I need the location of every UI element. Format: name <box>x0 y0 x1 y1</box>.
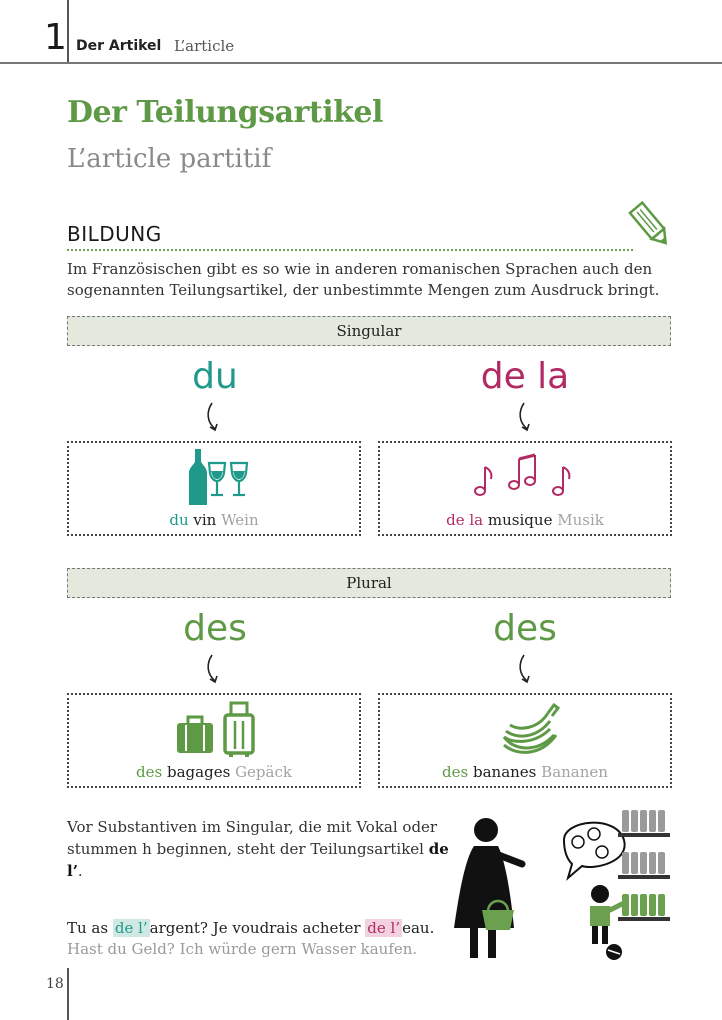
example-box-du <box>67 441 361 536</box>
article-des: des <box>493 608 557 649</box>
highlight-de-l: de l’ <box>114 919 148 937</box>
intro-text <box>67 259 667 301</box>
example-gloss: Bananen <box>541 763 608 781</box>
example-caption <box>378 763 672 781</box>
intro-line: sogenannten Teilungsartikel, der unbestimmte Mengen zum Ausdruck bringt. <box>67 281 660 299</box>
example-caption <box>67 763 361 781</box>
arrow-down-icon <box>515 400 539 434</box>
plural-band: Plural <box>67 568 671 598</box>
highlight-de-l: de l’ <box>367 919 401 937</box>
example-noun: bagages <box>167 763 231 781</box>
example-article: de la <box>446 511 484 529</box>
footer-divider <box>67 968 69 1020</box>
header-rule <box>0 62 722 64</box>
example-gloss: Gepäck <box>235 763 292 781</box>
example-box-des-bananes <box>378 693 672 788</box>
page-subtitle: L’article partitif <box>67 144 272 174</box>
example-fr-part: Tu as <box>67 919 113 937</box>
example-noun: musique <box>487 511 553 529</box>
arrow-down-icon <box>203 400 227 434</box>
page-number: 18 <box>46 976 64 992</box>
section-heading: BILDUNG <box>67 222 162 246</box>
luggage-icon <box>173 701 263 759</box>
arrow-down-icon <box>203 652 227 686</box>
example-noun: vin <box>193 511 217 529</box>
example-box-de-la <box>378 441 672 536</box>
article-du: du <box>192 356 238 397</box>
chapter-title: Der Artikel <box>76 38 162 54</box>
music-notes-icon <box>470 453 580 503</box>
pencil-icon <box>628 198 674 250</box>
example-article: des <box>136 763 163 781</box>
note-text-part: . <box>77 862 83 880</box>
intro-line: Im Französischen gibt es so wie in anderen romanischen Sprachen auch den <box>67 260 653 278</box>
arrow-down-icon <box>515 652 539 686</box>
note-text-part: stummen h beginnen, steht der Teilungsartikel <box>67 840 429 858</box>
example-gloss: Musik <box>557 511 604 529</box>
example-gloss: Wein <box>221 511 259 529</box>
page-title: Der Teilungsartikel <box>67 95 383 130</box>
article-de-la: de la <box>480 356 570 397</box>
section-rule <box>67 249 633 251</box>
chapter-number: 1 <box>44 17 67 58</box>
example-fr-part: argent? Je voudrais acheter <box>149 919 366 937</box>
note-emphasis: de l’ <box>67 840 449 880</box>
wine-bottle-glasses-icon <box>181 447 255 507</box>
note-text <box>67 816 457 882</box>
note-line <box>67 838 457 882</box>
header-divider <box>67 0 69 62</box>
singular-band: Singular <box>67 316 671 346</box>
bananas-icon <box>498 701 562 759</box>
example-article: des <box>442 763 469 781</box>
chapter-subtitle: L’article <box>174 37 235 55</box>
shopping-scene-icon <box>440 800 680 975</box>
example-caption <box>67 511 361 529</box>
article-des: des <box>183 608 247 649</box>
note-line: Vor Substantiven im Singular, die mit Vokal oder <box>67 818 438 836</box>
example-german: Hast du Geld? Ich würde gern Wasser kaufen. <box>67 940 418 958</box>
example-fr-part: eau. <box>402 919 435 937</box>
example-caption <box>378 511 672 529</box>
example-article: du <box>169 511 189 529</box>
example-french <box>67 919 434 937</box>
example-noun: bananes <box>473 763 537 781</box>
example-box-des-bagages <box>67 693 361 788</box>
